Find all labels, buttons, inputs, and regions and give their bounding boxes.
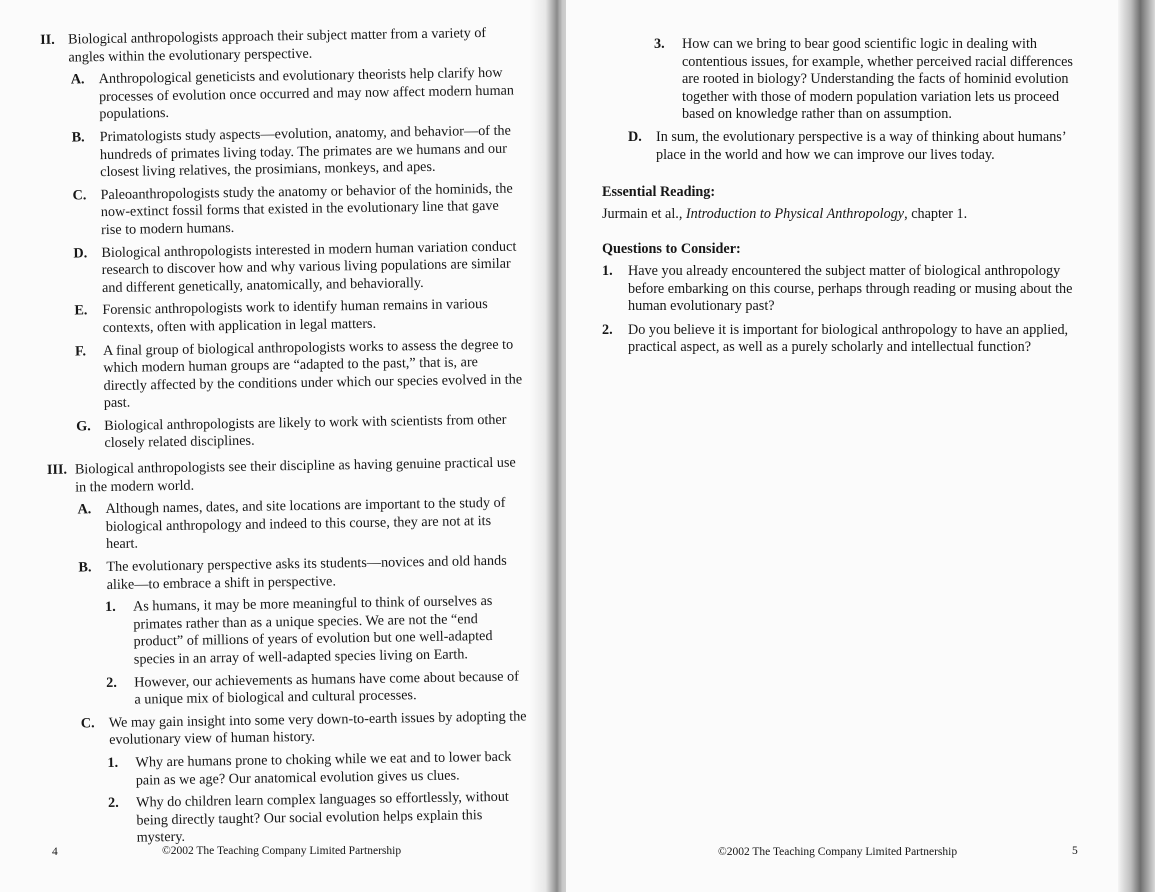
outline-text: We may gain insight into some very down-to-earth issues by adopting the evolutionary view of human history. xyxy=(108,708,527,749)
outline-text: In sum, the evolutionary perspective is a way of thinking about humans’ place in the world and how we can improve our lives today. xyxy=(656,128,1066,163)
outline-text: Anthropological geneticists and evolutionary theorists help clarify how processes of evolution once occurred and may now affect modern human populations. xyxy=(98,64,515,123)
outline-text: Primatologists study aspects—evolution, anatomy, and behavior—of the hundreds of primates living today. The primates are we humans and our closest living relatives, the prosimians, monkeys, and apes. xyxy=(99,122,511,181)
outline-marker: II. xyxy=(40,31,55,48)
outline-marker: 1. xyxy=(107,754,119,771)
outline-marker: A. xyxy=(77,501,92,518)
outline-item xyxy=(73,238,522,298)
citation-author: Jurmain et al., xyxy=(602,205,686,222)
outline-marker: C. xyxy=(80,715,95,732)
outline-item xyxy=(40,24,518,67)
outline-marker: 1. xyxy=(104,599,116,616)
book-page-edge xyxy=(1118,0,1155,892)
outline-item xyxy=(105,593,528,670)
outline-marker: C. xyxy=(72,187,87,204)
outline-marker: III. xyxy=(46,461,68,479)
outline-item xyxy=(106,668,529,710)
outline-item xyxy=(78,552,526,594)
outline-item xyxy=(628,129,1076,164)
question-marker: 2. xyxy=(602,321,613,338)
copyright-footer: ©2002 The Teaching Company Limited Partnership xyxy=(718,846,958,858)
outline-text: A final group of biological anthropologists works to assess the degree to which modern human groups are “adapted to the past,” that is, are directly affected by the conditions under which our species evolved in the past. xyxy=(102,336,523,412)
outline-item xyxy=(77,495,526,555)
outline-item xyxy=(81,708,529,750)
page-number: 5 xyxy=(1072,845,1078,857)
outline-marker: F. xyxy=(74,342,87,359)
outline-item xyxy=(72,122,521,182)
citation-title: Introduction to Physical Anthropology xyxy=(685,205,905,222)
outline-text: Forensic anthropologists work to identify human remains in various contexts, often with application in legal matters. xyxy=(102,296,488,336)
outline-marker: B. xyxy=(71,129,85,146)
left-page-outline xyxy=(40,24,531,853)
outline-marker: D. xyxy=(628,128,642,145)
outline-text: Biological anthropologists interested in modern human variation conduct research to discover how and why various living populations are similar and different genetically, anatomically, and behaviorally. xyxy=(101,238,517,296)
outline-item xyxy=(47,455,525,498)
citation-rest: , chapter 1. xyxy=(904,205,968,222)
outline-item xyxy=(107,748,530,790)
question-marker: 1. xyxy=(602,262,613,279)
outline-text: Paleoanthropologists study the anatomy or behavior of the hominids, the now-extinct fossil forms that existed in the evolutionary line that gave rise to modern humans. xyxy=(100,180,513,239)
outline-text: However, our achievements as humans have come about because of a unique mix of biological and cultural processes. xyxy=(134,668,520,708)
outline-marker: E. xyxy=(74,302,88,319)
outline-item xyxy=(654,36,1076,124)
right-page-outline xyxy=(602,36,1076,361)
essential-reading-citation xyxy=(602,206,1076,224)
questions-section xyxy=(602,241,1076,357)
outline-text: Biological anthropologists are likely to work with scientists from other closely related disciplines. xyxy=(104,411,507,452)
outline-marker: D. xyxy=(73,244,88,262)
questions-heading: Questions to Consider: xyxy=(602,241,741,258)
outline-text: As humans, it may be more meaningful to think of ourselves as primates rather than as a unique species. We are not the “end product” of millions of years of evolution but one well-adapted species in an array of well-adapted species living on Earth. xyxy=(132,593,493,668)
outline-text: How can we bring to bear good scientific logic in dealing with contentious issues, for example, whether perceived racial differences are rooted in biology? Understanding the facts of hominid evolution together with those of modern population variation lets us proceed based on knowledge rather than on assumption. xyxy=(682,36,1073,123)
outline-text: Why are humans prone to choking while we eat and to lower back pain as we age? Our anatomical evolution gives us clues. xyxy=(135,748,512,789)
outline-text: The evolutionary perspective asks its students—novices and old hands alike—to embrace a shift in perspective. xyxy=(106,552,507,593)
outline-marker: B. xyxy=(78,559,92,576)
question-text: Do you believe it is important for biological anthropology to have an applied, practical aspect, as well as a purely scholarly and intellectual function? xyxy=(628,321,1069,356)
outline-marker: 3. xyxy=(654,36,665,52)
outline-item xyxy=(108,789,531,848)
outline-item xyxy=(76,411,524,453)
outline-marker: A. xyxy=(70,71,85,88)
copyright-footer: ©2002 The Teaching Company Limited Partnership xyxy=(162,845,402,857)
outline-text: Why do children learn complex languages so effortlessly, without being directly taught? Our social evolution helps explain this mystery. xyxy=(135,788,509,846)
outline-item xyxy=(71,65,520,125)
outline-item xyxy=(72,180,521,240)
essential-reading-section xyxy=(602,184,1076,223)
outline-text: Biological anthropologists approach their subject matter from a variety of angles within the evolutionary perspective. xyxy=(67,24,487,66)
question-item xyxy=(602,322,1076,357)
outline-item xyxy=(75,336,524,413)
outline-text: Biological anthropologists see their discipline as having genuine practical use in the modern world. xyxy=(74,454,516,496)
outline-marker: 2. xyxy=(106,674,117,691)
right-page xyxy=(566,0,1136,892)
page-number: 4 xyxy=(52,846,58,858)
outline-marker: G. xyxy=(76,418,91,435)
outline-marker: 2. xyxy=(107,795,119,812)
outline-text: Although names, dates, and site locations are important to the study of biological anthropology and indeed to this course, they are not at its heart. xyxy=(105,494,506,553)
left-page xyxy=(0,0,560,892)
essential-reading-heading: Essential Reading: xyxy=(602,184,716,201)
question-text: Have you already encountered the subject matter of biological anthropology before embarking on this course, perhaps through reading or musing about the human evolutionary past? xyxy=(628,262,1073,315)
question-item xyxy=(602,263,1076,316)
outline-item xyxy=(74,296,522,338)
